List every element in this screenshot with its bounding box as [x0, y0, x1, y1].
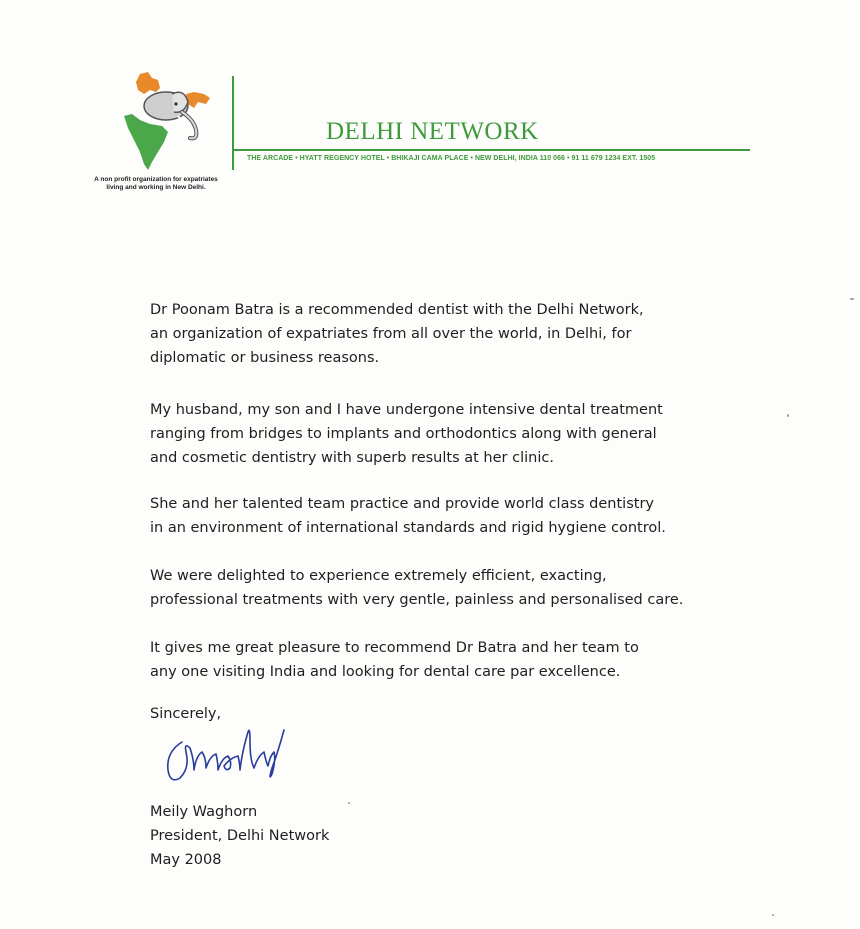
- paragraph-line: My husband, my son and I have undergone intensive dental treatment: [150, 402, 663, 418]
- org-address: THE ARCADE • HYATT REGENCY HOTEL • BHIKAJI CAMA PLACE • NEW DELHI, INDIA 110 066 • 91 11 679 1234 EXT. 1505: [247, 155, 656, 162]
- paragraph-line: any one visiting India and looking for dental care par excellence.: [150, 664, 621, 680]
- paragraph-line: It gives me great pleasure to recommend Dr Batra and her team to: [150, 640, 639, 656]
- paragraph-line: an organization of expatriates from all over the world, in Delhi, for: [150, 326, 632, 342]
- paragraph-team: [150, 492, 770, 540]
- scan-speck: [772, 914, 774, 916]
- org-name: DELHI NETWORK: [326, 118, 539, 145]
- paragraph-experience: [150, 564, 770, 612]
- closing: Sincerely,: [150, 706, 222, 722]
- letterhead-horizontal-rule: [232, 149, 750, 151]
- scan-speck: [787, 414, 789, 417]
- paragraph-recommendation: [150, 636, 770, 684]
- paragraph-introduction: [150, 298, 770, 370]
- tagline-line: A non profit organization for expatriates: [94, 176, 218, 183]
- signer-title: President, Delhi Network: [150, 828, 330, 844]
- logo-map-south: [124, 114, 168, 170]
- delhi-network-logo-icon: [118, 68, 218, 176]
- paragraph-line: professional treatments with very gentle, painless and personalised care.: [150, 592, 684, 608]
- logo-elephant-eye: [174, 102, 177, 105]
- scan-speck: [850, 298, 854, 300]
- logo-map-northeast: [186, 92, 210, 108]
- logo-elephant-tusk: [178, 116, 181, 124]
- handwritten-signature: [160, 712, 295, 790]
- signature-block: [150, 800, 329, 872]
- paragraph-line: ranging from bridges to implants and orthodontics along with general: [150, 426, 657, 442]
- paragraph-line: diplomatic or business reasons.: [150, 350, 380, 366]
- letterhead-vertical-rule: [232, 76, 234, 170]
- logo-map-north: [136, 72, 160, 94]
- scan-speck: [348, 802, 350, 804]
- paragraph-line: She and her talented team practice and provide world class dentistry: [150, 496, 654, 512]
- paragraph-line: Dr Poonam Batra is a recommended dentist with the Delhi Network,: [150, 302, 644, 318]
- org-tagline: [80, 176, 232, 192]
- paragraph-line: and cosmetic dentistry with superb results at her clinic.: [150, 450, 554, 466]
- tagline-line: living and working in New Delhi.: [106, 184, 206, 191]
- letter-date: May 2008: [150, 852, 222, 868]
- paragraph-line: We were delighted to experience extremely efficient, exacting,: [150, 568, 607, 584]
- paragraph-treatment: [150, 398, 770, 470]
- signer-name: Meily Waghorn: [150, 804, 258, 820]
- paragraph-line: in an environment of international standards and rigid hygiene control.: [150, 520, 666, 536]
